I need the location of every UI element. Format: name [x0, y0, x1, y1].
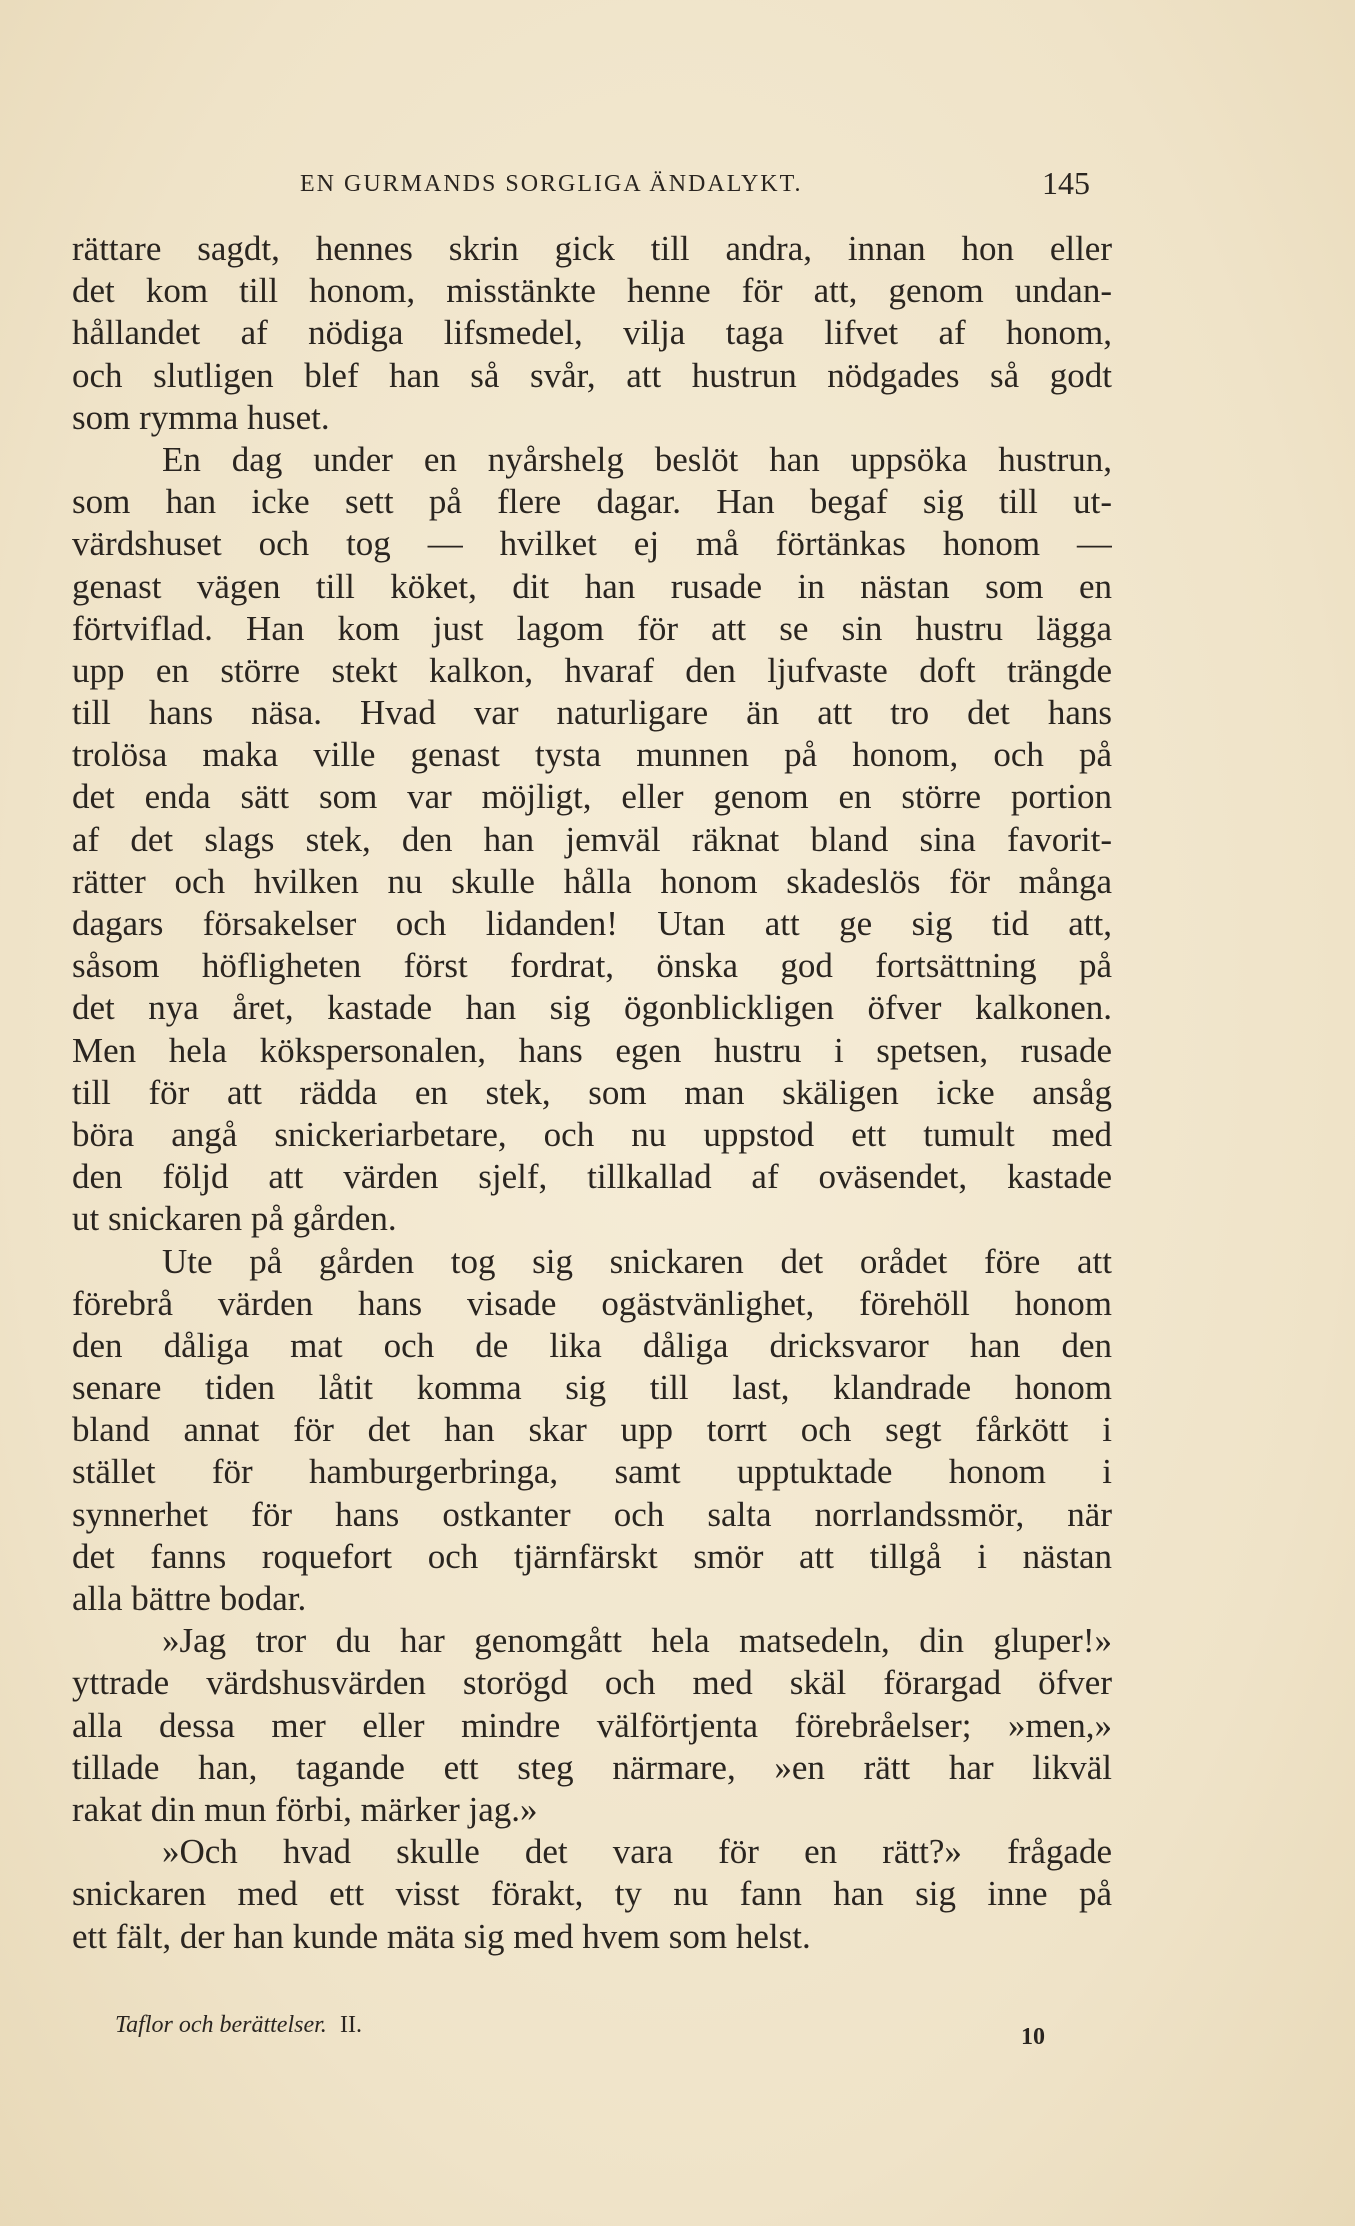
text-line: »Jag tror du har genomgått hela matsedeln, din gluper!» [162, 1621, 1112, 1661]
text-line: det fanns roquefort och tjärnfärskt smör att tillgå i nästan [72, 1536, 1112, 1576]
body-text [72, 228, 1112, 1958]
text-line: upp en större stekt kalkon, hvaraf den ljufvaste doft trängde [72, 650, 1112, 690]
text-line: synnerhet för hans ostkanter och salta norrlandssmör, när [72, 1494, 1112, 1534]
text-line: den dåliga mat och de lika dåliga dricksvaror han den [72, 1325, 1112, 1365]
text-line: yttrade värdshusvärden storögd och med skäl förargad öfver [72, 1663, 1112, 1703]
text-line: rättare sagdt, hennes skrin gick till andra, innan hon eller [72, 229, 1112, 268]
text-line: den följd att värden sjelf, tillkallad af oväsendet, kastade [72, 1157, 1112, 1197]
text-line: bland annat för det han skar upp torrt och segt fårkött i [72, 1410, 1112, 1450]
running-title: EN GURMANDS SORGLIGA ÄNDALYKT. [300, 171, 803, 197]
text-line: böra angå snickeriarbetare, och nu uppstod ett tumult med [72, 1114, 1112, 1154]
text-line: af det slags stek, den han jemväl räknat bland sina favorit- [72, 819, 1112, 859]
text-line: ut snickaren på gården. [72, 1199, 397, 1239]
text-line: som rymma huset. [72, 397, 330, 437]
text-line: genast vägen till köket, dit han rusade in nästan som en [72, 566, 1112, 606]
text-line: till för att rädda en stek, som man skäligen icke ansåg [72, 1072, 1112, 1112]
text-line: rätter och hvilken nu skulle hålla honom skadeslös för många [72, 861, 1112, 901]
text-line: stället för hamburgerbringa, samt upptuktade honom i [72, 1452, 1112, 1492]
text-line: som han icke sett på flere dagar. Han begaf sig till ut- [72, 482, 1112, 522]
signature-mark: Taflor och berättelser. [115, 2012, 327, 2038]
text-line: dagars försakelser och lidanden! Utan att ge sig tid att, [72, 904, 1112, 943]
text-line: ett fält, der han kunde mäta sig med hvem som helst. [72, 1916, 811, 1956]
page-number: 145 [1042, 165, 1090, 201]
text-line: såsom höfligheten först fordrat, önska god fortsättning på [72, 946, 1112, 986]
text-line: alla bättre bodar. [72, 1579, 307, 1618]
text-line: alla dessa mer eller mindre välförtjenta förebråelser; »men,» [72, 1705, 1112, 1745]
text-line: rakat din mun förbi, märker jag.» [72, 1789, 538, 1829]
text-line: och slutligen blef han så svår, att hustrun nödgades så godt [72, 355, 1112, 395]
text-line: trolösa maka ville genast tysta munnen på honom, och på [72, 735, 1112, 775]
text-line: värdshuset och tog — hvilket ej må förtänkas honom — [72, 524, 1112, 564]
text-line: förebrå värden hans visade ogästvänlighet, förehöll honom [72, 1283, 1112, 1323]
text-line: snickaren med ett visst förakt, ty nu fann han sig inne på [72, 1874, 1112, 1914]
sheet-number: 10 [1021, 2024, 1045, 2050]
text-line: Men hela kökspersonalen, hans egen hustru i spetsen, rusade [72, 1030, 1112, 1070]
text-line: det nya året, kastade han sig ögonblickligen öfver kalkonen. [72, 988, 1112, 1028]
text-line: det kom till honom, misstänkte henne för att, genom undan- [72, 271, 1112, 311]
text-line: det enda sätt som var möjligt, eller genom en större portion [72, 777, 1112, 817]
text-line: senare tiden låtit komma sig till last, klandrade honom [72, 1368, 1112, 1408]
text-line: Ute på gården tog sig snickaren det orådet före att [162, 1241, 1112, 1281]
text-line: »Och hvad skulle det vara för en rätt?» frågade [162, 1832, 1112, 1872]
text-line: En dag under en nyårshelg beslöt han uppsöka hustrun, [162, 439, 1112, 479]
text-line: tillade han, tagande ett steg närmare, »en rätt har likväl [72, 1747, 1112, 1787]
text-line: hållandet af nödiga lifsmedel, vilja taga lifvet af honom, [72, 313, 1112, 353]
text-line: till hans näsa. Hvad var naturligare än att tro det hans [72, 693, 1112, 733]
volume-mark: II. [340, 2012, 362, 2038]
text-line: förtviflad. Han kom just lagom för att se sin hustru lägga [72, 608, 1112, 648]
